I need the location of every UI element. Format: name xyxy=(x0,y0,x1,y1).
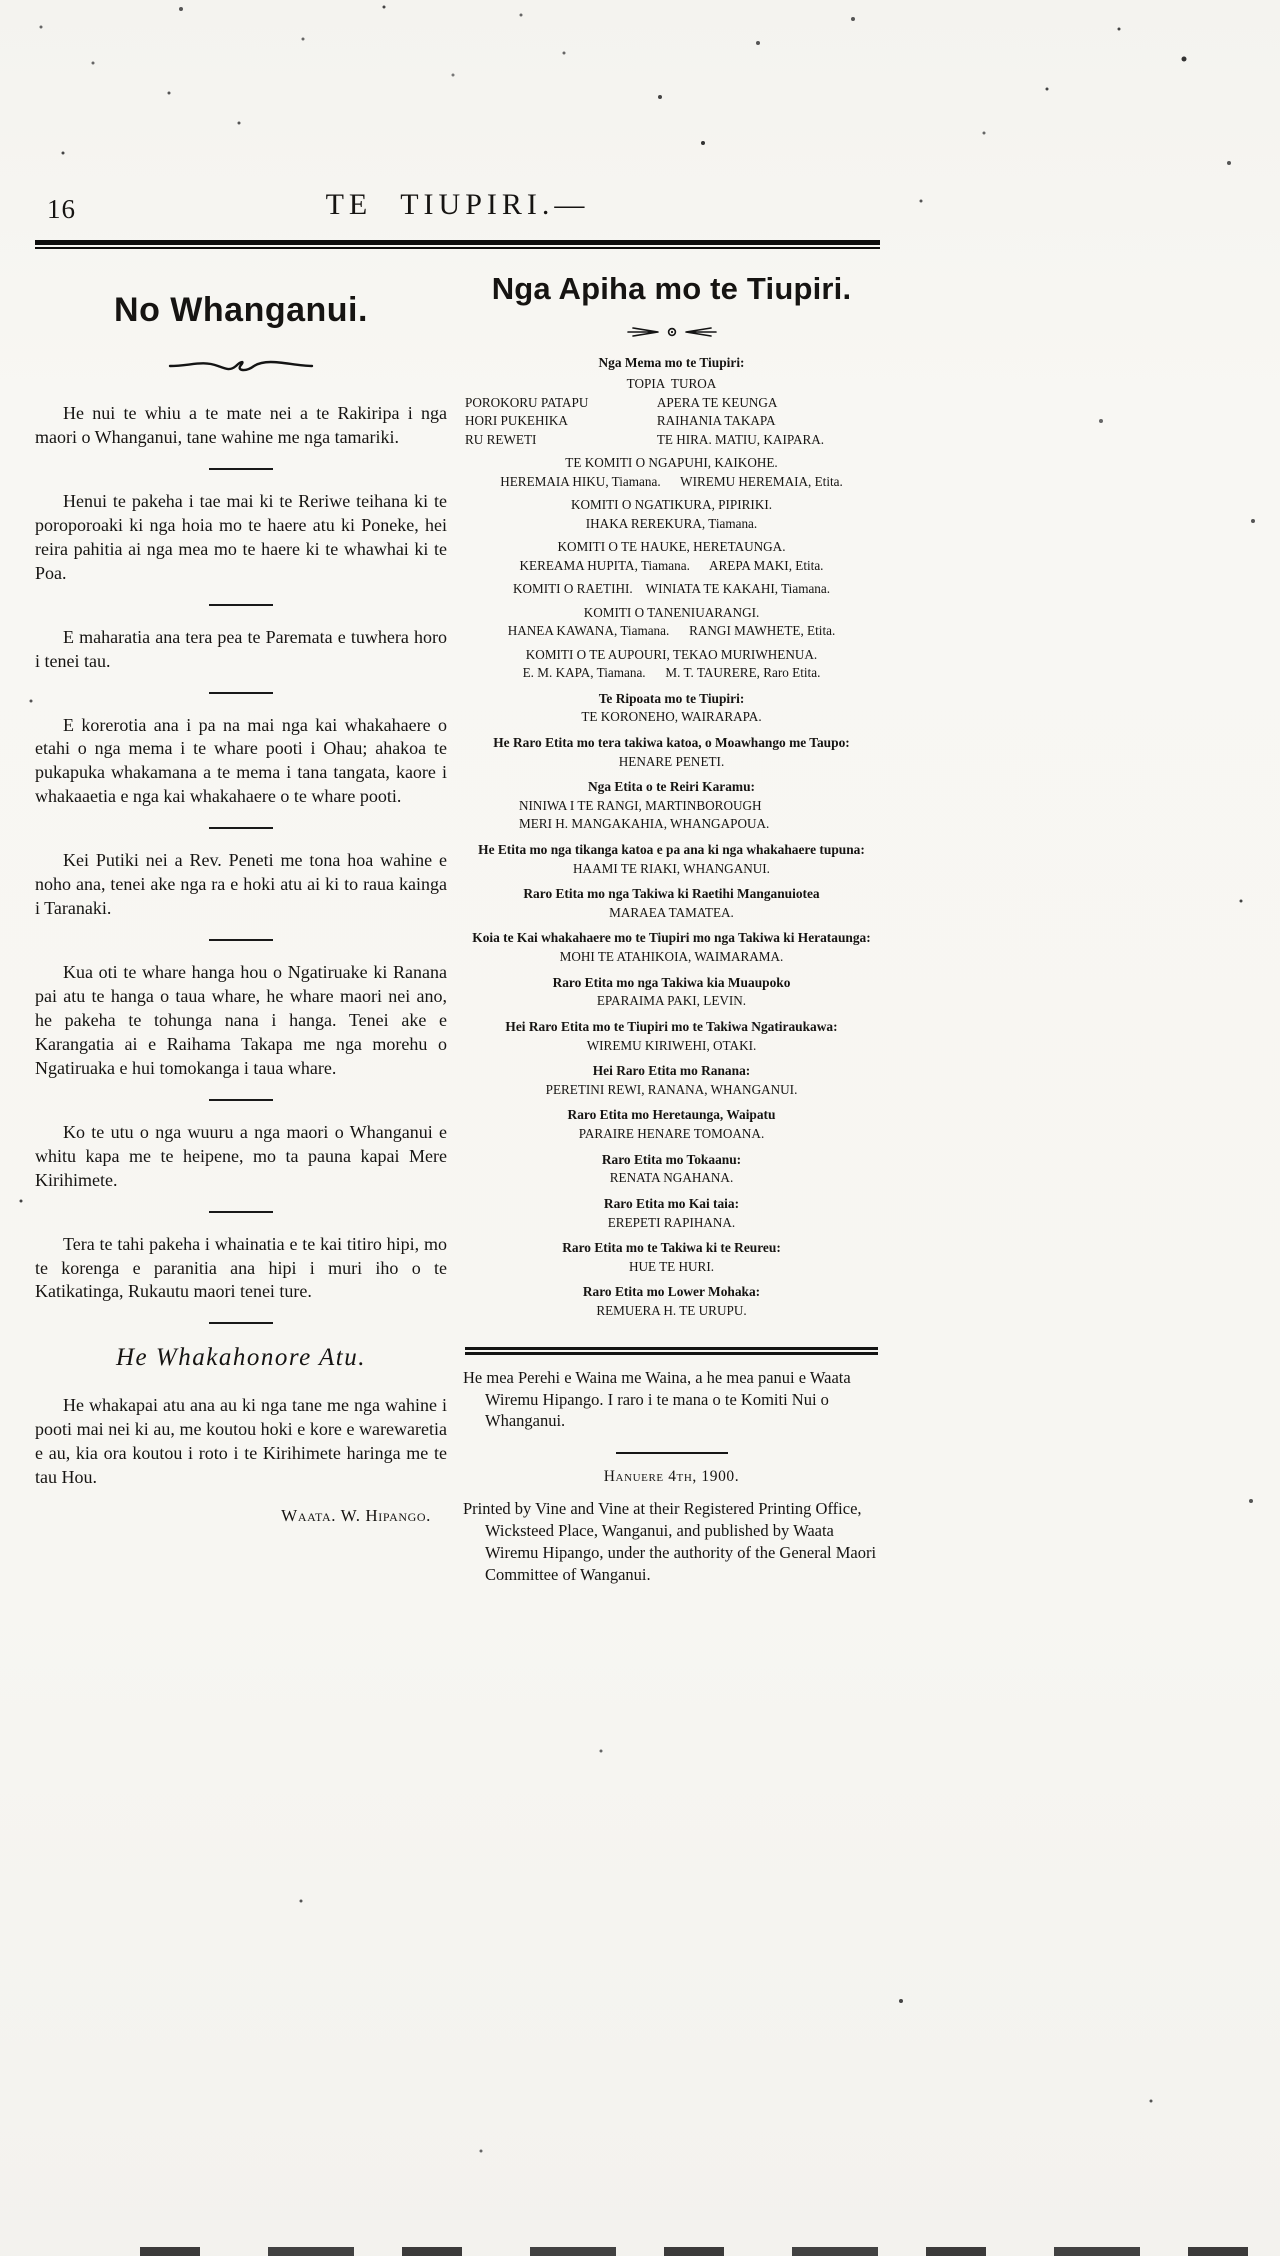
officer-name-line: WIREMU KIRIWEHI, OTAKI. xyxy=(586,1037,757,1053)
imprint-english: Printed by Vine and Vine at their Registered Printing Office, Wicksteed Place, Wanganui, and published by Waata Wiremu Hipango, under the authority of the General Maori Committee of Wanganui. xyxy=(463,1499,877,1585)
officer-name-line: PARAIRE HENARE TOMOANA. xyxy=(578,1126,765,1142)
right-column-heading: Nga Apiha mo te Tiupiri. xyxy=(491,271,852,306)
paragraph: E maharatia ana tera pea te Paremata e tuwhera horo i tenei tau. xyxy=(35,626,447,671)
member-name: APERA TE KEUNGA xyxy=(656,394,778,410)
left-column xyxy=(35,267,447,1526)
officer-name-line: REMUERA H. TE URUPU. xyxy=(596,1303,747,1319)
officer-role-heading: Raro Etita mo nga Takiwa ki Raetihi Manganuiotea xyxy=(523,886,820,902)
member-row xyxy=(463,394,880,412)
officer-name-line: E. M. KAPA, Tiamana. M. T. TAURERE, Raro Etita. xyxy=(522,665,821,681)
section-divider xyxy=(209,1322,273,1324)
committee-heading: KOMITI O TE AUPOURI, TEKAO MURIWHENUA. xyxy=(525,646,818,662)
officer-role-heading: Hei Raro Etita mo te Tiupiri mo te Takiwa Ngatiraukawa: xyxy=(505,1018,838,1034)
member-row xyxy=(463,412,880,430)
date-line: Hanuere 4th, 1900. xyxy=(603,1468,740,1486)
honor-heading: He Whakahonore Atu. xyxy=(116,1344,366,1372)
officer-role-heading: He Etita mo nga tikanga katoa e pa ana ki nga whakahaere tupuna: xyxy=(478,841,865,857)
imprint-maori: He mea Perehi e Waina me Waina, a he mea panui e Waata Wiremu Hipango. I raro i te mana o te Komiti Nui o Whanganui. xyxy=(463,1367,851,1431)
officer-name-line: TE KORONEHO, WAIRARAPA. xyxy=(581,709,762,725)
committee-heading: TE KOMITI O NGAPUHI, KAIKOHE. xyxy=(565,455,778,471)
section-divider xyxy=(209,827,273,829)
officer-role-heading: Hei Raro Etita mo Ranana: xyxy=(592,1063,751,1079)
signature: Waata. W. Hipango. xyxy=(281,1506,431,1526)
paragraph: E korerotia ana i pa na mai nga kai whakahaere o etahi o nga mema i te whare pooti i Ohau; ahakoa te pukapuka whakamana a te mema i tana tangata, kaore i whakaaetia e nga kai whakahaere o te whare pooti. xyxy=(35,714,447,807)
officer-name-line: KEREAMA HUPITA, Tiamana. AREPA MAKI, Etita. xyxy=(519,557,824,573)
page-header xyxy=(35,188,880,230)
officer-role-heading: Raro Etita mo te Takiwa ki te Reureu: xyxy=(562,1240,781,1256)
officer-role-heading: Nga Etita o te Reiri Karamu: xyxy=(588,779,755,795)
member-name: TE HIRA. MATIU, KAIPARA. xyxy=(656,431,825,447)
content-columns xyxy=(35,267,880,1586)
paragraph: Kua oti te whare hanga hou o Ngatiruake ki Ranana pai atu te hanga o taua whare, he whare maori nei ano, he pakeha te tohunga nana i hanga. Tenei ake e Karangatia ai e Raihama Takapa me nga morehu o Ngatiruaka e hui tomokanga i taua whare. xyxy=(35,962,447,1078)
section-divider xyxy=(209,1099,273,1101)
member-name: RAIHANIA TAKAPA xyxy=(656,413,776,429)
officer-name-line: EPARAIMA PAKI, LEVIN. xyxy=(596,993,747,1009)
officer-name-line: HEREMAIA HIKU, Tiamana. WIREMU HEREMAIA, Etita. xyxy=(500,473,843,489)
officer-name-line: EREPETI RAPIHANA. xyxy=(607,1214,736,1230)
member-name: HORI PUKEHIKA xyxy=(465,413,568,429)
officer-name-line: MARAEA TAMATEA. xyxy=(609,904,734,920)
section-divider xyxy=(209,468,273,470)
paragraph: Kei Putiki nei a Rev. Peneti me tona hoa wahine e noho ana, tenei ake nga ra e hoki atu ai ki to raua kainga i Taranaki. xyxy=(35,850,447,919)
paragraph: Henui te pakeha i tae mai ki te Reriwe teihana ki te poroporoaki ki nga hoia mo te haere atu ki Poneke, hei reira pahitia ai nga mea mo te haere ki te whawhai ki te Poa. xyxy=(35,490,447,583)
officer-name-line: MERI H. MANGAKAHIA, WHANGAPOUA. xyxy=(519,816,770,832)
officer-name-line: MOHI TE ATAHIKOIA, WAIMARAMA. xyxy=(559,949,784,965)
paragraph: He whakapai atu ana au ki nga tane me nga wahine i pooti mai nei ki au, me koutou hoki e kore e warewaretia e au, kia ora koutou i roto i te Kirihimete haringa me te tau Hou. xyxy=(35,1395,447,1488)
double-rule-divider xyxy=(465,1347,878,1355)
committee-heading: KOMITI O NGATIKURA, PIPIRIKI. xyxy=(570,497,773,513)
officer-role-heading: Koia te Kai whakahaere mo te Tiupiri mo nga Takiwa ki Herataunga: xyxy=(472,930,871,946)
section-divider xyxy=(209,692,273,694)
officer-role-heading: Raro Etita mo Heretaunga, Waipatu xyxy=(567,1107,776,1123)
officer-name-line: HAAMI TE RIAKI, WHANGANUI. xyxy=(573,860,770,876)
section-divider xyxy=(616,1452,728,1454)
left-column-heading: No Whanganui. xyxy=(114,291,368,329)
section-divider xyxy=(209,1211,273,1213)
committee-heading: KOMITI O RAETIHI. WINIATA TE KAKAHI, Tiamana. xyxy=(512,581,831,597)
paragraph: He nui te whiu a te mate nei a te Rakiripa i nga maori o Whanganui, tane wahine me nga tamariki. xyxy=(35,403,447,447)
officer-name-line: PERETINI REWI, RANANA, WHANGANUI. xyxy=(545,1081,798,1097)
officer-role-heading: Raro Etita mo Kai taia: xyxy=(603,1195,740,1211)
member-name: RU REWETI xyxy=(465,431,537,447)
officer-role-heading: Raro Etita mo Lower Mohaka: xyxy=(582,1284,761,1300)
paragraph: Tera te tahi pakeha i whainatia e te kai titiro hipi, mo te korenga e paranitia ana hipi i muri iho o te Katikatinga, Rukautu maori tenei ture. xyxy=(35,1233,447,1302)
officer-role-heading: He Raro Etita mo tera takiwa katoa, o Moawhango me Taupo: xyxy=(493,734,850,750)
right-column xyxy=(463,267,880,1586)
scan-noise xyxy=(0,0,2,2)
officer-name-line: HENARE PENETI. xyxy=(618,753,725,769)
officer-role-heading: Te Ripoata mo te Tiupiri: xyxy=(598,690,745,706)
officer-name-line: HANEA KAWANA, Tiamana. RANGI MAWHETE, Etita. xyxy=(507,623,836,639)
officer-role-heading: Raro Etita mo Tokaanu: xyxy=(601,1151,742,1167)
committee-heading: KOMITI O TE HAUKE, HERETAUNGA. xyxy=(557,539,786,555)
finial-ornament-icon xyxy=(463,323,880,341)
officer-name-line: IHAKA REREKURA, Tiamana. xyxy=(585,515,758,531)
officer-name-line: TOPIA TUROA xyxy=(626,376,717,392)
members-title: Nga Mema mo te Tiupiri: xyxy=(598,355,745,371)
paragraph: Ko te utu o nga wuuru a nga maori o Whanganui e whitu kapa me te heipene, mo ta pauna kapai Mere Kirihimete. xyxy=(35,1121,447,1190)
scan-edge-artifact xyxy=(140,2247,1280,2256)
officer-name-line: NINIWA I TE RANGI, MARTINBOROUGH xyxy=(519,797,762,813)
committee-heading: KOMITI O TANENIUARANGI. xyxy=(583,604,760,620)
header-rule xyxy=(35,240,880,249)
paper-title: TE TIUPIRI.— xyxy=(325,188,590,221)
officer-name-line: HUE TE HURI. xyxy=(628,1258,715,1274)
member-name: POROKORU PATAPU xyxy=(465,394,589,410)
officer-name-line: RENATA NGAHANA. xyxy=(609,1170,734,1186)
section-divider xyxy=(209,604,273,606)
officer-role-heading: Raro Etita mo nga Takiwa kia Muaupoko xyxy=(552,974,791,990)
squiggle-ornament-icon xyxy=(35,356,447,376)
page-number: 16 xyxy=(47,194,76,224)
member-row xyxy=(463,431,880,449)
section-divider xyxy=(209,939,273,941)
